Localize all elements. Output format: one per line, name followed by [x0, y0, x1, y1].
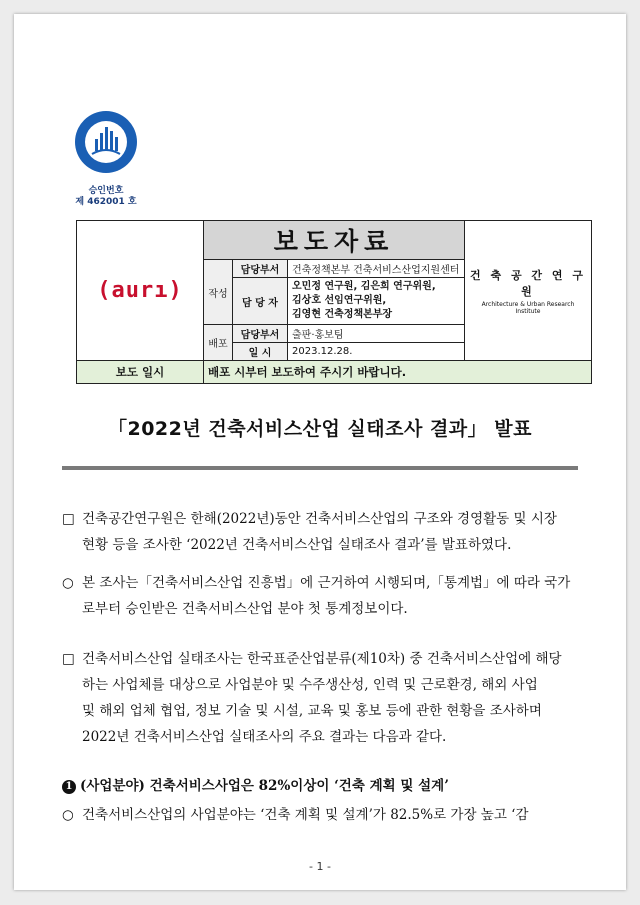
divider	[62, 466, 578, 470]
circle-bullet: ○	[62, 575, 74, 591]
person-line-1: 오민정 연구원, 김은희 연구위원,	[292, 281, 436, 292]
dist-dept-value: 출판·홍보팀	[288, 325, 465, 343]
paragraph-4	[62, 802, 592, 828]
approval-value: 제 462001 호	[75, 197, 137, 207]
author-label: 작성	[204, 260, 233, 325]
page-number: - 1 -	[309, 860, 331, 873]
p3-line-2: 하는 사업체를 대상으로 사업분야 및 수주생산성, 인력 및 근로환경, 해외 사업	[82, 677, 538, 693]
circle-bullet: ○	[62, 807, 74, 823]
headline: 「2022년 건축서비스산업 실태조사 결과」 발표	[107, 418, 532, 440]
person-value	[288, 278, 465, 325]
p2-line-1: 본 조사는「건축서비스산업 진흥법」에 근거하여 시행되며,「통계법」에 따라 국가	[82, 575, 571, 591]
dept-value: 건축정책본부 건축서비스산업지원센터	[288, 260, 465, 278]
auri-logo-text: (aurı)	[97, 278, 183, 303]
section-title: (사업분야) 건축서비스사업은 82%이상이 ‘건축 계획 및 설계’	[80, 778, 449, 794]
person-label: 담 당 자	[233, 278, 288, 325]
p1-line-2: 현황 등을 조사한 ‘2022년 건축서비스산업 실태조사 결과’를 발표하였다.	[82, 537, 512, 553]
release-label: 보도 일시	[77, 361, 204, 384]
p1-line-1: 건축공간연구원은 한해(2022년)동안 건축서비스산업의 구조와 경영활동 및 시장	[82, 511, 557, 527]
paragraph-2	[62, 570, 592, 622]
checkbox-bullet: □	[62, 511, 75, 527]
section-heading	[62, 774, 449, 794]
auri-logo	[77, 221, 204, 361]
approval-number	[64, 186, 148, 208]
press-release-header-table	[76, 220, 592, 384]
release-value: 배포 시부터 보도하여 주시기 바랍니다.	[204, 361, 592, 384]
numbered-circle-icon: 1	[62, 780, 76, 794]
person-line-2: 김상호 선임연구위원,	[292, 295, 387, 306]
date-label: 일 시	[233, 343, 288, 361]
approval-label: 승인번호	[88, 186, 124, 196]
dist-dept-label: 담당부서	[233, 325, 288, 343]
paragraph-3	[62, 646, 592, 750]
dept-label: 담당부서	[233, 260, 288, 278]
person-line-3: 김영현 건축정책본부장	[292, 309, 393, 320]
distribution-label: 배포	[204, 325, 233, 361]
paragraph-1	[62, 506, 592, 558]
national-statistics-seal-icon	[74, 110, 138, 174]
p3-line-1: 건축서비스산업 실태조사는 한국표준산업분류(제10차) 중 건축서비스산업에 해당	[82, 651, 562, 667]
org-name-english: Architecture & Urban Research Institute	[481, 300, 575, 315]
org-name-cell	[465, 221, 592, 361]
press-release-title: 보도자료	[204, 221, 465, 260]
p2-line-2: 로부터 승인받은 건축서비스산업 분야 첫 통계정보이다.	[82, 601, 408, 617]
p4-line-1: 건축서비스산업의 사업분야는 ‘건축 계획 및 설계’가 82.5%로 가장 높고 ‘감	[82, 807, 529, 823]
p3-line-4: 2022년 건축서비스산업 실태조사의 주요 결과는 다음과 같다.	[82, 729, 447, 745]
org-name-korean: 건 축 공 간 연 구 원	[470, 268, 586, 298]
document-page	[14, 14, 626, 890]
checkbox-bullet: □	[62, 651, 75, 667]
date-value: 2023.12.28.	[288, 343, 465, 361]
p3-line-3: 및 해외 업체 협업, 정보 기술 및 시설, 교육 및 홍보 등에 관한 현황을 조사하며	[82, 703, 542, 719]
